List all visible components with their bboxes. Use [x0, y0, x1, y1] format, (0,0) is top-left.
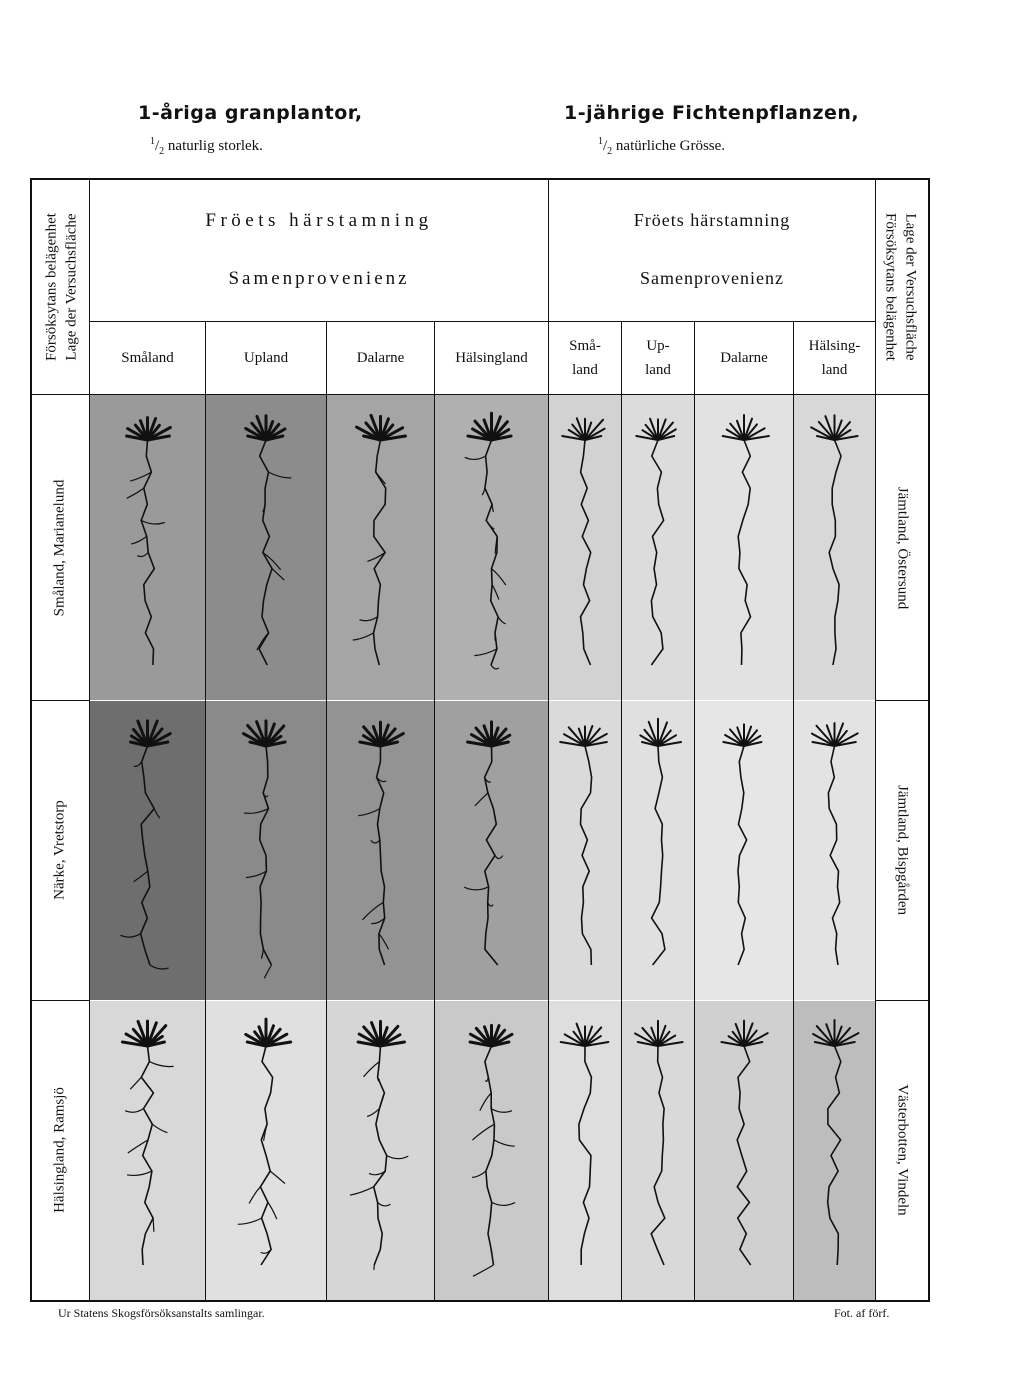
row-label-ramsjo: Hälsingland, Ramsjö: [51, 1087, 68, 1213]
left-group-title: Fröets härstamning: [205, 210, 433, 231]
side-header-right-line1: Försöksytans belägenhet: [882, 213, 899, 361]
col-header-r-dalarne-l1: Dalarne: [720, 350, 768, 366]
col-header-smaland: Småland: [121, 350, 174, 366]
col-header-upland: Upland: [243, 350, 289, 366]
left-scale: $^1/_2$ naturlig storlek.: [150, 136, 263, 157]
col-header-r-halsingland-l2: land: [821, 362, 848, 378]
footer-source: Ur Statens Skogsförsöksanstalts samlingar.: [58, 1306, 265, 1320]
row-label-bispgarden: Jämtland, Bispgården: [894, 785, 911, 915]
side-header-left-line2: Lage der Versuchsfläche: [63, 213, 80, 361]
right-title: 1-jährige Fichtenpflanzen,: [564, 102, 860, 124]
left-group-subtitle: Samenprovenienz: [228, 268, 410, 289]
row-label-vretstorp: Närke, Vretstorp: [51, 800, 68, 900]
left-scale-text: naturlig storlek.: [167, 138, 263, 154]
right-scale: $^1/_2$ natürliche Grösse.: [598, 136, 726, 157]
row-label-ostersund: Jämtland, Östersund: [894, 486, 911, 610]
side-header-right-line2: Lage der Versuchsfläche: [902, 213, 919, 361]
right-scale-num: 1: [598, 136, 603, 147]
row-label-marianelund: Småland, Marianelund: [51, 479, 68, 617]
left-scale-num: 1: [150, 136, 155, 147]
right-scale-text: natürliche Grösse.: [615, 138, 726, 154]
col-header-r-upland-l2: land: [645, 362, 671, 378]
col-header-r-halsingland-l1: Hälsing-: [808, 338, 861, 354]
col-header-dalarne: Dalarne: [356, 350, 405, 366]
col-header-r-upland-l1: Up-: [646, 338, 670, 354]
row-label-vindeln: Västerbotten, Vindeln: [894, 1084, 911, 1216]
col-header-halsingland: Hälsingland: [455, 350, 528, 366]
left-scale-den: 2: [159, 146, 165, 157]
footer-credit: Fot. af förf.: [834, 1306, 890, 1320]
right-scale-den: 2: [607, 146, 613, 157]
col-header-r-smaland-l2: land: [572, 362, 598, 378]
side-header-left-line1: Försöksytans belägenhet: [43, 213, 60, 361]
left-title: 1-åriga granplantor,: [138, 102, 363, 124]
right-group-subtitle: Samenprovenienz: [640, 268, 784, 288]
right-group-title: Fröets härstamning: [633, 210, 791, 230]
col-header-r-smaland-l1: Små-: [569, 338, 601, 354]
